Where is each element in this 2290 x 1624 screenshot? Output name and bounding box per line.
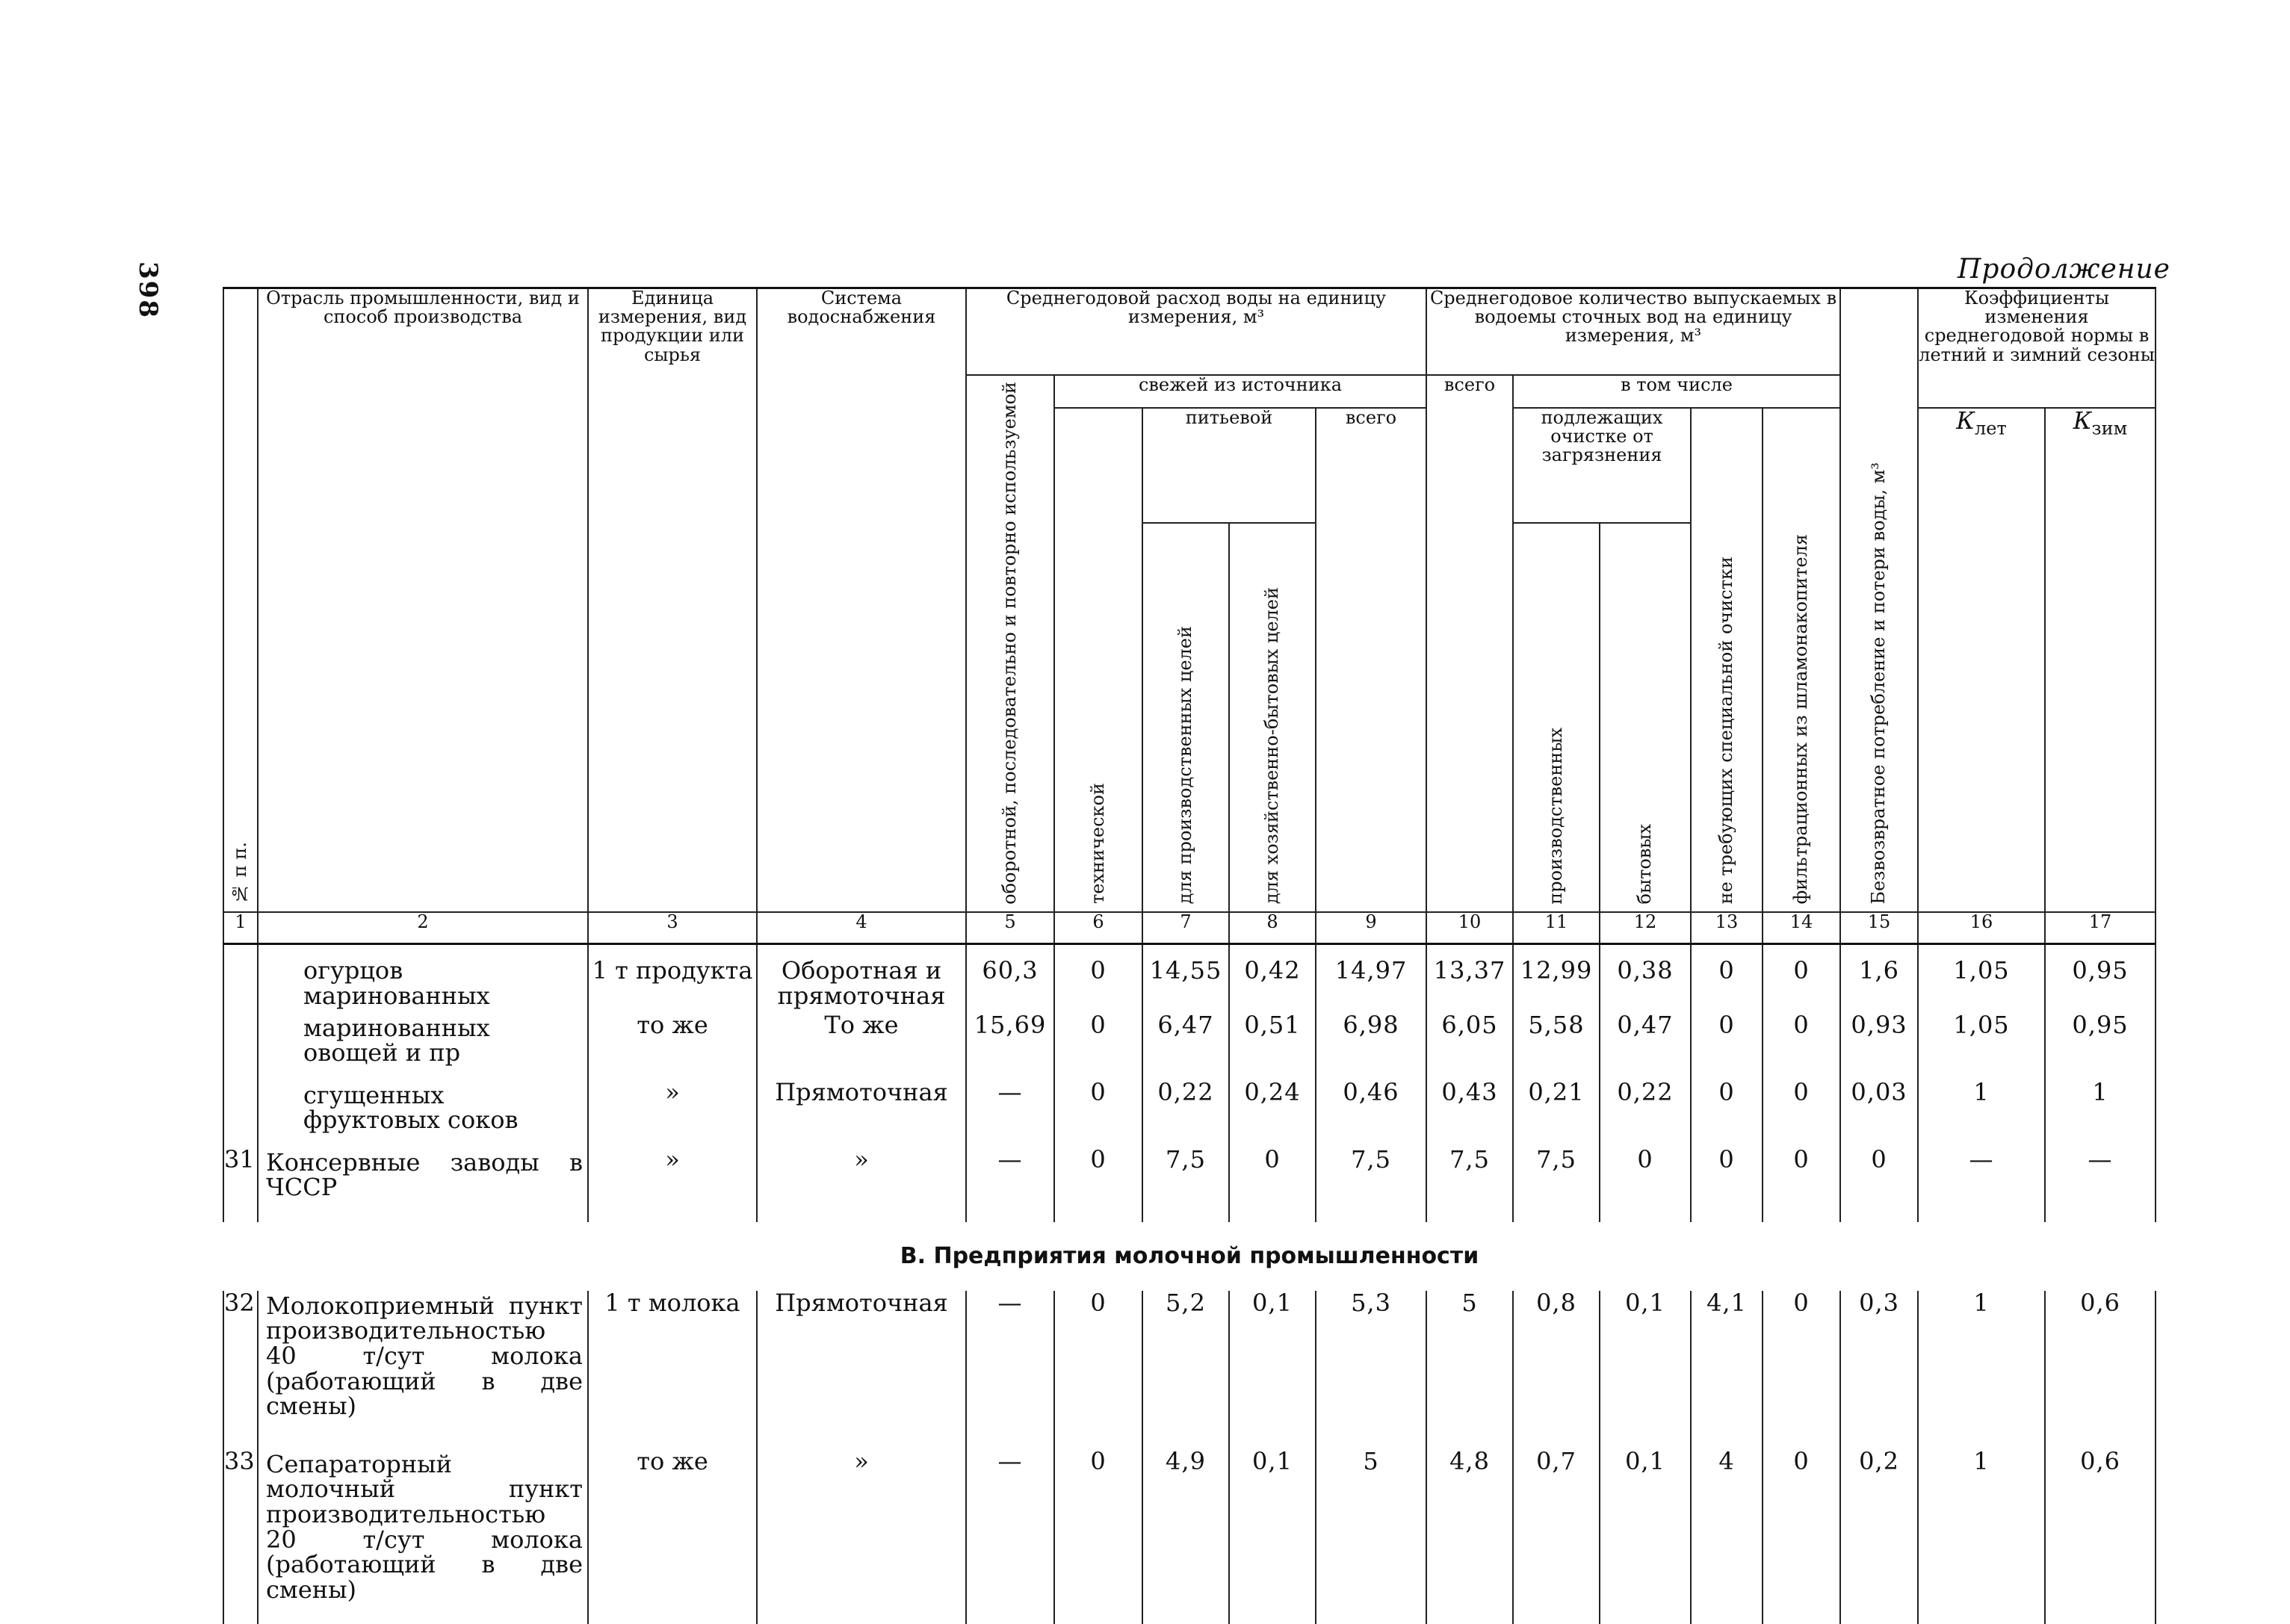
column-number: 1 [223,912,258,944]
header-household: для хозяйственно-бытовых целей [1229,523,1316,912]
row-number [223,944,258,1013]
header-irretrievable: Безвозвратное потребление и потери воды, м³ [1840,288,1918,913]
header-drinking-group: питьевой [1142,408,1316,524]
row-system: То же [757,1013,966,1080]
header-technical: технической [1054,408,1142,913]
row-value: 0,1 [1600,1449,1691,1624]
row-value: 0,46 [1316,1080,1426,1147]
row-value: 0,95 [2045,1013,2156,1080]
header-coefficients-group: Коэффициенты изменения среднегодовой нормы в летний и зимний сезоны [1918,288,2156,408]
row-value: 5 [1316,1449,1426,1624]
row-value: 0,7 [1513,1449,1600,1624]
header-discharge-group: Среднегодовое количество выпускаемых в водоемы сточных вод на единицу измерения, м³ [1426,288,1840,375]
row-name: Молокоприемный пункт производительностью 40 т/сут молока (работающий в две смены) [258,1291,588,1449]
column-number: 9 [1316,912,1426,944]
row-value: 0,21 [1513,1080,1600,1147]
section-row [223,1222,2156,1291]
continuation-label: Продолжение [1958,254,2170,285]
row-value: 0 [1054,1449,1142,1624]
row-value: 60,3 [966,944,1054,1013]
header-recycled: оборотной, последовательно и повторно используемой [966,375,1054,913]
row-value: 12,99 [1513,944,1600,1013]
row-value: 0,95 [2045,944,2156,1013]
table-header [223,288,2156,944]
row-value: 6,98 [1316,1013,1426,1080]
header-k-winter: $К_{зим}$ [2045,408,2156,913]
row-name: Консервные заводы в ЧССР [258,1147,588,1222]
row-unit: » [588,1080,757,1147]
row-value: 7,5 [1513,1147,1600,1222]
column-number: 3 [588,912,757,944]
row-name: маринованных овощей и пр [258,1013,588,1080]
row-value: 1 [2045,1080,2156,1147]
table-row [223,1147,2156,1222]
row-value: 4 [1691,1449,1763,1624]
header-industry: Отрасль промышленности, вид и способ производства [258,288,588,913]
column-number: 8 [1229,912,1316,944]
row-unit: то же [588,1449,757,1624]
row-value: 0,24 [1229,1080,1316,1147]
row-value: 0 [1229,1147,1316,1222]
section-title: В. Предприятия молочной промышленности [900,1243,1479,1270]
row-value: 14,97 [1316,944,1426,1013]
row-value: — [966,1080,1054,1147]
table-body-part1 [223,944,2156,1624]
table-row [223,1013,2156,1080]
row-system: Прямоточная [757,1291,966,1449]
header-total-discharge: всего [1426,375,1513,913]
row-number [223,1013,258,1080]
row-number [223,1080,258,1147]
row-value: 0,42 [1229,944,1316,1013]
row-value: 0 [1691,1080,1763,1147]
row-name: сгущенных фруктовых соков [258,1080,588,1147]
row-value: — [1918,1147,2045,1222]
row-value: 0,51 [1229,1013,1316,1080]
row-value: 6,47 [1142,1013,1229,1080]
column-number: 11 [1513,912,1600,944]
row-value: 0 [1054,1147,1142,1222]
row-value: 13,37 [1426,944,1513,1013]
row-value: 0,43 [1426,1080,1513,1147]
header-to-clean-group: подлежащих очистке от загрязнения [1513,408,1691,524]
page-number: 398 [133,261,163,319]
column-number: 2 [258,912,588,944]
column-number: 16 [1918,912,2045,944]
header-k-summer: $К_{лет}$ [1918,408,2045,913]
row-value: 4,9 [1142,1449,1229,1624]
row-value: 0,93 [1840,1013,1918,1080]
row-value: 5 [1426,1291,1513,1449]
row-value: 7,5 [1142,1147,1229,1222]
row-value: 0 [1054,1013,1142,1080]
row-system: Прямоточная [757,1080,966,1147]
row-value: 7,5 [1426,1147,1513,1222]
row-name: Сепараторный молочный пункт производительностью 20 т/сут молока (работающий в две смены) [258,1449,588,1624]
row-value: 0,1 [1229,1291,1316,1449]
header-fresh-group: свежей из источника [1054,375,1426,408]
column-number: 5 [966,912,1054,944]
row-value: — [966,1449,1054,1624]
row-value: 1,05 [1918,944,2045,1013]
header-domestic-waste: бытовых [1600,523,1691,912]
row-number: 32 [223,1291,258,1449]
row-value: 0,22 [1142,1080,1229,1147]
column-number: 6 [1054,912,1142,944]
table-row [223,1291,2156,1449]
table-row [223,944,2156,1013]
row-value: 14,55 [1142,944,1229,1013]
row-value: 5,2 [1142,1291,1229,1449]
row-value: 0 [1763,1147,1840,1222]
column-numbers-row [223,912,2156,944]
row-value: 0 [1763,1080,1840,1147]
row-value: 0,1 [1600,1291,1691,1449]
header-total-fresh: всего [1316,408,1426,913]
row-value: 6,05 [1426,1013,1513,1080]
column-number: 17 [2045,912,2156,944]
row-value: 0,6 [2045,1449,2156,1624]
row-value: 5,58 [1513,1013,1600,1080]
row-value: 4,1 [1691,1291,1763,1449]
column-number: 13 [1691,912,1763,944]
row-value: 0 [1600,1147,1691,1222]
row-name: огурцов маринованных [258,944,588,1013]
row-value: 1 [1918,1449,2045,1624]
row-value: 0 [1691,1147,1763,1222]
table-row [223,1449,2156,1624]
column-number: 7 [1142,912,1229,944]
row-system: » [757,1147,966,1222]
row-value: 0 [1054,1291,1142,1449]
row-unit: то же [588,1013,757,1080]
row-value: 7,5 [1316,1147,1426,1222]
row-unit: 1 т продукта [588,944,757,1013]
row-value: 0,3 [1840,1291,1918,1449]
row-system: Оборотная и прямоточная [757,944,966,1013]
row-unit: » [588,1147,757,1222]
row-value: 5,3 [1316,1291,1426,1449]
column-number: 14 [1763,912,1840,944]
row-value: 0,03 [1840,1080,1918,1147]
row-unit: 1 т молока [588,1291,757,1449]
header-system: Система водоснабжения [757,288,966,913]
row-value: 1 [1918,1291,2045,1449]
row-value: 0 [1054,944,1142,1013]
row-value: 0 [1840,1147,1918,1222]
row-value: 0 [1691,1013,1763,1080]
row-value: 0 [1763,1449,1840,1624]
row-value: 1,05 [1918,1013,2045,1080]
water-norms-table [223,287,2156,1624]
row-value: 0,22 [1600,1080,1691,1147]
row-value: 0,47 [1600,1013,1691,1080]
column-number: 15 [1840,912,1918,944]
row-value: 4,8 [1426,1449,1513,1624]
row-system: » [757,1449,966,1624]
header-unit: Единица измерения, вид продукции или сырья [588,288,757,913]
row-value: — [966,1147,1054,1222]
header-including-group: в том числе [1513,375,1840,408]
row-value: 0 [1691,944,1763,1013]
column-number: 10 [1426,912,1513,944]
row-value: 0 [1763,1013,1840,1080]
row-value: 15,69 [966,1013,1054,1080]
row-value: — [966,1291,1054,1449]
header-prod-waste: производственных [1513,523,1600,912]
header-consumption-group: Среднегодовой расход воды на единицу измерения, м³ [966,288,1426,375]
row-value: 0 [1763,944,1840,1013]
row-value: 0,38 [1600,944,1691,1013]
row-value: 1,6 [1840,944,1918,1013]
row-value: 0,2 [1840,1449,1918,1624]
header-no: № п п. [223,288,258,913]
table-row [223,1080,2156,1147]
row-value: 0 [1054,1080,1142,1147]
row-number: 33 [223,1449,258,1624]
row-value: 0,6 [2045,1291,2156,1449]
row-value: 0,1 [1229,1449,1316,1624]
row-value: — [2045,1147,2156,1222]
row-value: 1 [1918,1080,2045,1147]
row-value: 0,8 [1513,1291,1600,1449]
column-number: 12 [1600,912,1691,944]
header-no-cleaning: не требующих специальной очистки [1691,408,1763,913]
row-number: 31 [223,1147,258,1222]
header-filtration: фильтрационных из шламонакопителя [1763,408,1840,913]
header-production: для производственных целей [1142,523,1229,912]
column-number: 4 [757,912,966,944]
row-value: 0 [1763,1291,1840,1449]
